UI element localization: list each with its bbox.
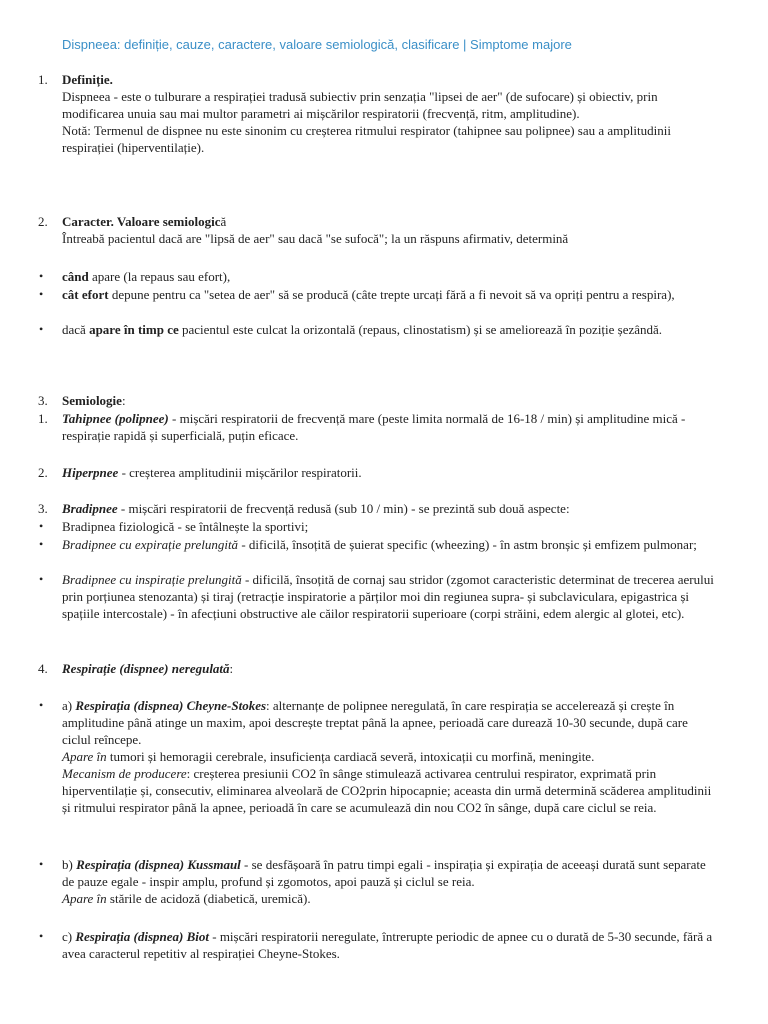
list-item: • Bradipnea fiziologică - se întâlnește la sportivi; xyxy=(39,519,309,534)
section-number: 1. xyxy=(38,72,48,87)
list-item: • dacă apare în timp ce pacientul este culcat la orizontală (repaus, clinostatism) și se ameliorează în poziție șezândă. xyxy=(39,322,663,337)
section-heading: Definiție. xyxy=(62,72,113,87)
definition-paragraph: Dispneea - este o tulburare a respirației tradusă subiectiv prin senzația "lipsei de aer" (de sufocare) și obiectiv, prin modificarea unuia sau mai multor parametri ai mișcărilor respiratorii (frecvență, ritm, amplitudine). xyxy=(62,89,658,121)
list-item-kussmaul: • b) Respirația (dispnea) Kussmaul - se desfășoară în patru timpi egali - inspirația și expirația de aceeași durată sunt separate de pauze egale - inspir amplu, profund și zgomotos, apoi pauză și ciclul se reia. Apare în stările de acidoză (diabetică, uremică). xyxy=(39,857,706,906)
section-number: 4. xyxy=(38,661,48,676)
bullet: • xyxy=(39,572,44,586)
section-heading: Respirație (dispnee) neregulată: xyxy=(62,661,234,676)
bullet: • xyxy=(39,269,44,283)
section-heading: Caracter. Valoare semiologică xyxy=(62,214,227,229)
bullet: • xyxy=(39,929,44,943)
section-heading: Semiologie: xyxy=(62,393,126,408)
note-paragraph: Notă: Termenul de dispnee nu este sinonim cu creșterea ritmului respirator (tahipnee sau polipnee) sau a amplitudinii respirației (hiperventilație). xyxy=(62,123,671,155)
list-item: • Bradipnee cu expirație prelungită - dificilă, însoțită de șuierat specific (wheezing) - în astm bronșic și emfizem pulmonar; xyxy=(39,537,697,552)
list-item: 2. Hiperpnee - creșterea amplitudinii mișcărilor respiratorii. xyxy=(38,465,362,480)
list-item: 1. Tahipnee (polipnee) - mișcări respiratorii de frecvență mare (peste limita normală de 16-18 / min) și amplitudine mică - respirație rapidă și superficială, puțin eficace. xyxy=(38,411,686,443)
intro-paragraph: Întreabă pacientul dacă are "lipsă de aer" sau dacă "se sufocă"; la un răspuns afirmativ, determină xyxy=(62,231,569,246)
list-item: • când apare (la repaus sau efort), xyxy=(39,269,231,284)
bullet: • xyxy=(39,698,44,712)
bullet: • xyxy=(39,857,44,871)
list-item-cheyne-stokes: • a) Respirația (dispnea) Cheyne-Stokes: alternanțe de polipnee neregulată, în care respirația se accelerează și crește în amplitudine până atinge un maxim, apoi descrește treptat până la apnee, perioadă care durează 10-30 secunde, după care ciclul reîncepe. Apare în tumori și hemoragii cerebrale, insuficiența cardiacă severă, intoxicații cu morfină, meningite. Mecanism de producere: creșterea presiunii CO2 în sânge stimulează activarea centrului respirator, exprimată prin hiperventilație și, consecutiv, eliminarea alveolară de CO2prin hipocapnie; aceasta din urmă determină scăderea amplitudinii și ritmului respirator până la apnee, perioadă în care se acumulează din nou CO2 în sânge, după care ciclul se reia. xyxy=(39,698,712,815)
section-semiologie xyxy=(38,392,718,409)
list-item: 3. Bradipnee - mișcări respiratorii de frecvență redusă (sub 10 / min) - se prezintă sub două aspecte: xyxy=(38,501,570,516)
list-item: • Bradipnee cu inspirație prelungită - dificilă, însoțită de cornaj sau stridor (zgomot caracteristic determinat de trecerea aerului prin porțiunea stenozanta) și tiraj (retracție inspiratorie a părților moi din regiunea supra- și subclaviculara, epigastrica și spațiile intercostale) - în afecțiuni obstructive ale căilor respiratorii superioare (corpi străini, edem alergic al glotei, etc). xyxy=(39,572,714,621)
page-title[interactable]: Dispneea: definiție, cauze, caractere, valoare semiologică, clasificare | Simptome majore xyxy=(62,37,572,52)
bullet: • xyxy=(39,322,44,336)
bullet: • xyxy=(39,519,44,533)
section-number: 2. xyxy=(38,214,48,229)
section-definitie xyxy=(38,71,718,156)
list-item: • cât efort depune pentru ca "setea de aer" să se producă (câte trepte urcați fără a fi nevoit să va opriți pentru a respira), xyxy=(39,287,675,302)
bullet: • xyxy=(39,537,44,551)
section-number: 3. xyxy=(38,393,48,408)
section-neregulata xyxy=(38,660,718,677)
bullet: • xyxy=(39,287,44,301)
list-item-biot: • c) Respirația (dispnea) Biot - mișcări respiratorii neregulate, întrerupte periodic de apnee cu o durată de 5-30 secunde, fără a avea caracterul repetitiv al respirației Cheyne-Stokes. xyxy=(39,929,713,961)
section-caracter xyxy=(38,213,718,247)
